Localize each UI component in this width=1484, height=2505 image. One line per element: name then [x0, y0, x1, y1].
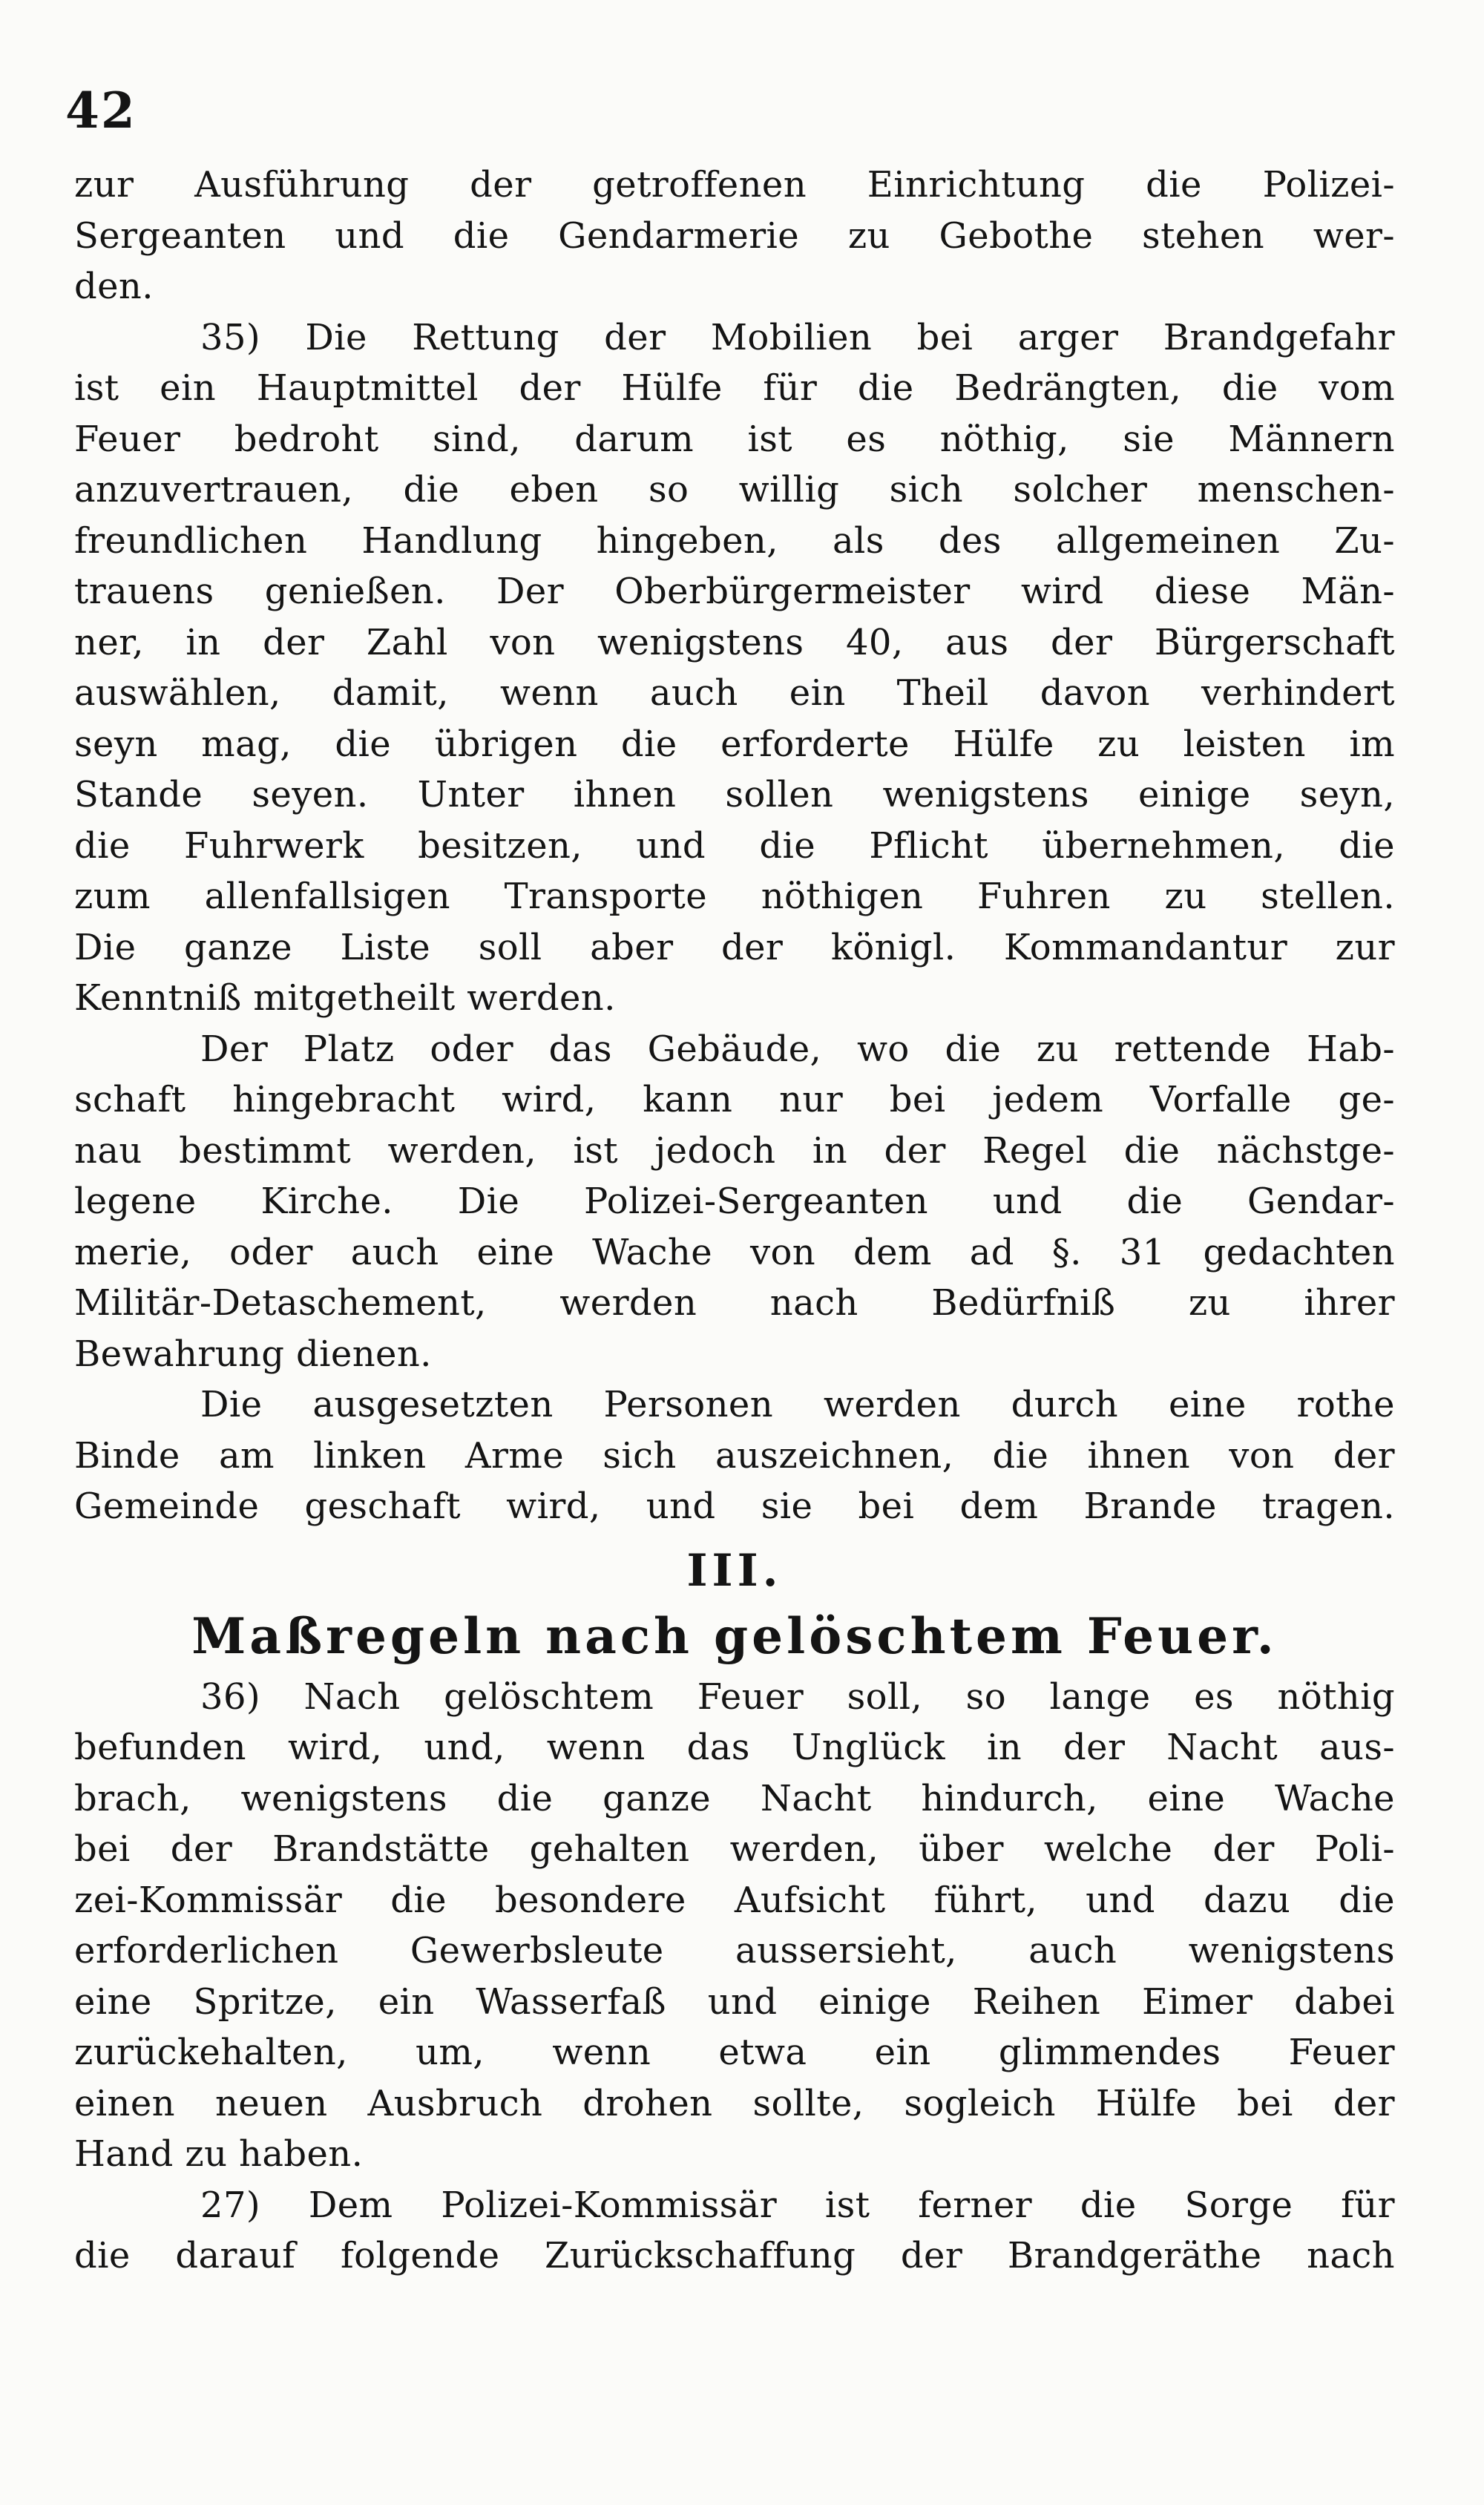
text-line: Sergeanten und die Gendarmerie zu Gebothe stehen wer-	[74, 214, 1395, 257]
text-line: die darauf folgende Zurückschaffung der Brandgeräthe nach	[74, 2235, 1395, 2276]
text-line: Kenntniß mitgetheilt werden.	[74, 977, 616, 1019]
page-number: 42	[65, 82, 137, 139]
text-line: Binde am linken Arme sich auszeichnen, die ihnen von der	[74, 1434, 1395, 1477]
paragraph-27-start: 27) Dem Polizei-Kommissär ist ferner die Sorge für	[200, 2184, 1395, 2226]
text-line: zei-Kommissär die besondere Aufsicht führt, und dazu die	[74, 1879, 1395, 1921]
paragraph-start: Der Platz oder das Gebäude, wo die zu rettende Hab-	[200, 1028, 1395, 1070]
text-line: seyn mag, die übrigen die erforderte Hülfe zu leisten im	[74, 723, 1395, 765]
text-line: auswählen, damit, wenn auch ein Theil davon verhindert	[74, 672, 1395, 714]
text-line: merie, oder auch eine Wache von dem ad §. 31 gedachten	[74, 1231, 1395, 1273]
text-line: befunden wird, und, wenn das Unglück in der Nacht aus-	[74, 1727, 1395, 1768]
section-numeral: III.	[686, 1544, 783, 1597]
text-line: erforderlichen Gewerbsleute aussersieht, auch wenigstens	[74, 1930, 1395, 1972]
text-line: ist ein Hauptmittel der Hülfe für die Bedrängten, die vom	[74, 367, 1395, 409]
text-line: anzuvertrauen, die eben so willig sich solcher menschen-	[74, 469, 1395, 510]
text-line: eine Spritze, ein Wasserfaß und einige Reihen Eimer dabei	[74, 1980, 1395, 2023]
text-line: trauens genießen. Der Oberbürgermeister wird diese Män-	[74, 571, 1395, 612]
text-line: Die ganze Liste soll aber der königl. Kommandantur zur	[74, 926, 1395, 968]
text-line: Hand zu haben.	[74, 2133, 364, 2175]
text-line: den.	[74, 266, 154, 307]
text-line: Feuer bedroht sind, darum ist es nöthig, sie Männern	[74, 418, 1395, 460]
text-line: Gemeinde geschaft wird, und sie bei dem Brande tragen.	[74, 1485, 1395, 1527]
section-heading: Maßregeln nach gelöschtem Feuer.	[191, 1606, 1278, 1665]
text-line: zum allenfallsigen Transporte nöthigen Fuhren zu stellen.	[74, 876, 1395, 917]
text-line: nau bestimmt werden, ist jedoch in der Regel die nächstge-	[74, 1129, 1395, 1172]
paragraph-start: Die ausgesetzten Personen werden durch eine rothe	[200, 1384, 1395, 1425]
paragraph-36-start: 36) Nach gelöschtem Feuer soll, so lange es nöthig	[200, 1675, 1395, 1718]
text-line: schaft hingebracht wird, kann nur bei jedem Vorfalle ge-	[74, 1079, 1395, 1120]
text-line: Stande seyen. Unter ihnen sollen wenigstens einige seyn,	[74, 774, 1395, 815]
text-line: Militär-Detaschement, werden nach Bedürfniß zu ihrer	[74, 1282, 1395, 1324]
text-line: freundlichen Handlung hingeben, als des allgemeinen Zu-	[74, 519, 1395, 562]
text-line: zurückehalten, um, wenn etwa ein glimmendes Feuer	[74, 2032, 1395, 2073]
text-line: einen neuen Ausbruch drohen sollte, sogleich Hülfe bei der	[74, 2082, 1395, 2124]
text-line: brach, wenigstens die ganze Nacht hindurch, eine Wache	[74, 1777, 1395, 1819]
text-line: legene Kirche. Die Polizei-Sergeanten und die Gendar-	[74, 1181, 1395, 1222]
text-line: Bewahrung dienen.	[74, 1333, 432, 1375]
text-line: die Fuhrwerk besitzen, und die Pflicht übernehmen, die	[74, 824, 1395, 867]
paragraph-35-start: 35) Die Rettung der Mobilien bei arger Brandgefahr	[200, 316, 1395, 358]
text-line: bei der Brandstätte gehalten werden, über welche der Poli-	[74, 1828, 1395, 1870]
text-line: ner, in der Zahl von wenigstens 40, aus der Bürgerschaft	[74, 621, 1395, 663]
page-body	[74, 160, 1395, 2282]
text-line: zur Ausführung der getroffenen Einrichtung die Polizei-	[74, 164, 1395, 206]
